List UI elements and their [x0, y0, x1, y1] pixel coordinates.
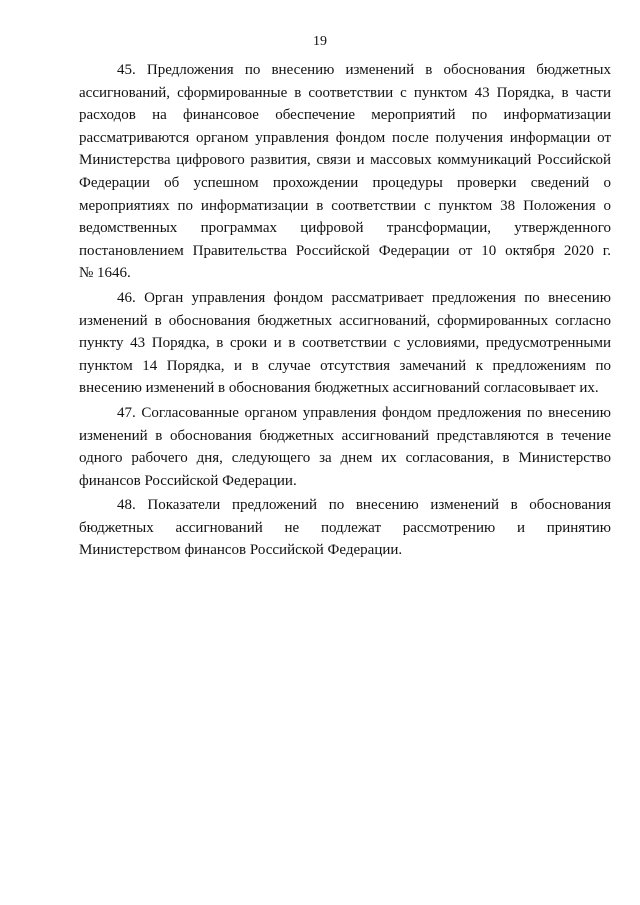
- paragraph-line: Федерации об успешном прохождении процедуры проверки сведений о: [79, 174, 611, 191]
- paragraph-line: рассматриваются органом управления фондом после получения информации от: [79, 129, 611, 146]
- paragraph-line: 47. Согласованные органом управления фондом предложения по внесению: [117, 404, 611, 421]
- paragraph-line: Министерства цифрового развития, связи и массовых коммуникаций Российской: [79, 152, 611, 169]
- paragraph-line: одного рабочего дня, следующего за днем их согласования, в Министерство: [79, 450, 611, 467]
- paragraph-47: [79, 402, 611, 492]
- document-body: [79, 59, 611, 564]
- paragraph-line: 48. Показатели предложений по внесению изменений в обоснования: [117, 497, 611, 514]
- paragraph-line: 46. Орган управления фондом рассматривает предложения по внесению: [117, 289, 611, 306]
- paragraph-line: пунктом 14 Порядка, и в случае отсутствия замечаний к предложениям по: [79, 357, 611, 374]
- page-number: 19: [313, 34, 327, 49]
- paragraph-line: изменений в обоснования бюджетных ассигнований представляются в течение: [79, 427, 611, 444]
- paragraph-line: бюджетных ассигнований не подлежат рассмотрению и принятию: [79, 519, 611, 536]
- paragraph-line: мероприятиях по информатизации в соответствии с пунктом 38 Положения о: [79, 197, 611, 214]
- paragraph-line: постановлением Правительства Российской Федерации от 10 октября 2020 г.: [79, 242, 611, 259]
- paragraph-45: [79, 59, 611, 285]
- paragraph-line: пункту 43 Порядка, в сроки и в соответствии с условиями, предусмотренными: [79, 335, 611, 352]
- paragraph-line: № 1646.: [79, 265, 131, 282]
- paragraph-line: внесению изменений в обоснования бюджетных ассигнований согласовывает их.: [79, 380, 599, 397]
- paragraph-line: ведомственных программах цифровой трансформации, утвержденного: [79, 220, 611, 237]
- paragraph-line: Министерством финансов Российской Федерации.: [79, 542, 403, 559]
- paragraph-48: [79, 494, 611, 562]
- paragraph-line: расходов на финансовое обеспечение мероприятий по информатизации: [79, 107, 611, 124]
- paragraph-line: ассигнований, сформированные в соответствии с пунктом 43 Порядка, в части: [79, 84, 611, 101]
- paragraph-line: изменений в обоснования бюджетных ассигнований, сформированных согласно: [79, 312, 611, 329]
- paragraph-line: финансов Российской Федерации.: [79, 472, 297, 489]
- paragraph-46: [79, 287, 611, 400]
- paragraph-line: 45. Предложения по внесению изменений в обоснования бюджетных: [117, 62, 611, 78]
